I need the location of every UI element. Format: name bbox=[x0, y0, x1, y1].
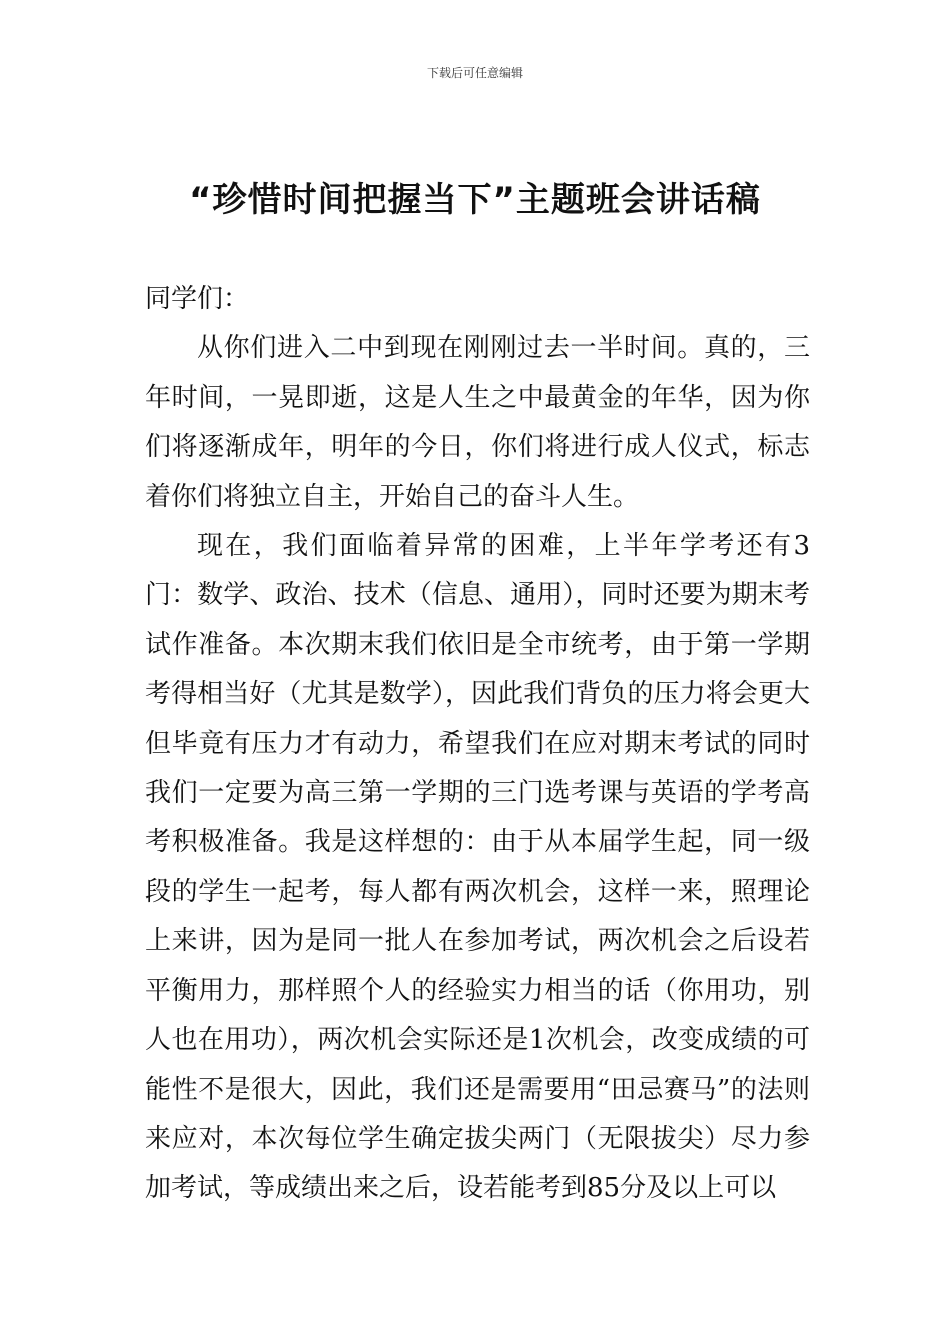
document-title: “珍惜时间把握当下”主题班会讲话稿 bbox=[189, 180, 761, 220]
paragraph-2: 现在，我们面临着异常的困难，上半年学考还有3门：数学、政治、技术（信息、通用），同时还要为期末考试作准备。本次期末我们依旧是全市统考，由于第一学期考得相当好（尤其是数学），因此我们背负的压力将会更大但毕竟有压力才有动力，希望我们在应对期末考试的同时我们一定要为高三第一学期的三门选考课与英语的学考高考积极准备。我是这样想的：由于从本届学生起，同一级段的学生一起考，每人都有两次机会，这样一来，照理论上来讲，因为是同一批人在参加考试，两次机会之后设若平衡用力，那样照个人的经验实力相当的话（你用功，别人也在用功），两次机会实际还是1次机会，改变成绩的可能性不是很大，因此，我们还是需要用“田忌赛马”的法则来应对，本次每位学生确定拔尖两门（无限拔尖）尽力参加考试，等成绩出来之后，设若能考到85分及以上可以 bbox=[145, 531, 810, 1204]
header-note: 下载后可任意编辑 bbox=[426, 66, 523, 80]
salutation: 同学们： bbox=[145, 284, 250, 314]
document-body bbox=[145, 275, 810, 1214]
paragraph-1: 从你们进入二中到现在刚刚过去一半时间。真的，三年时间，一晃即逝，这是人生之中最黄金的年华，因为你们将逐渐成年，明年的今日，你们将进行成人仪式，标志着你们将独立自主，开始自己的奋斗人生。 bbox=[145, 333, 810, 512]
